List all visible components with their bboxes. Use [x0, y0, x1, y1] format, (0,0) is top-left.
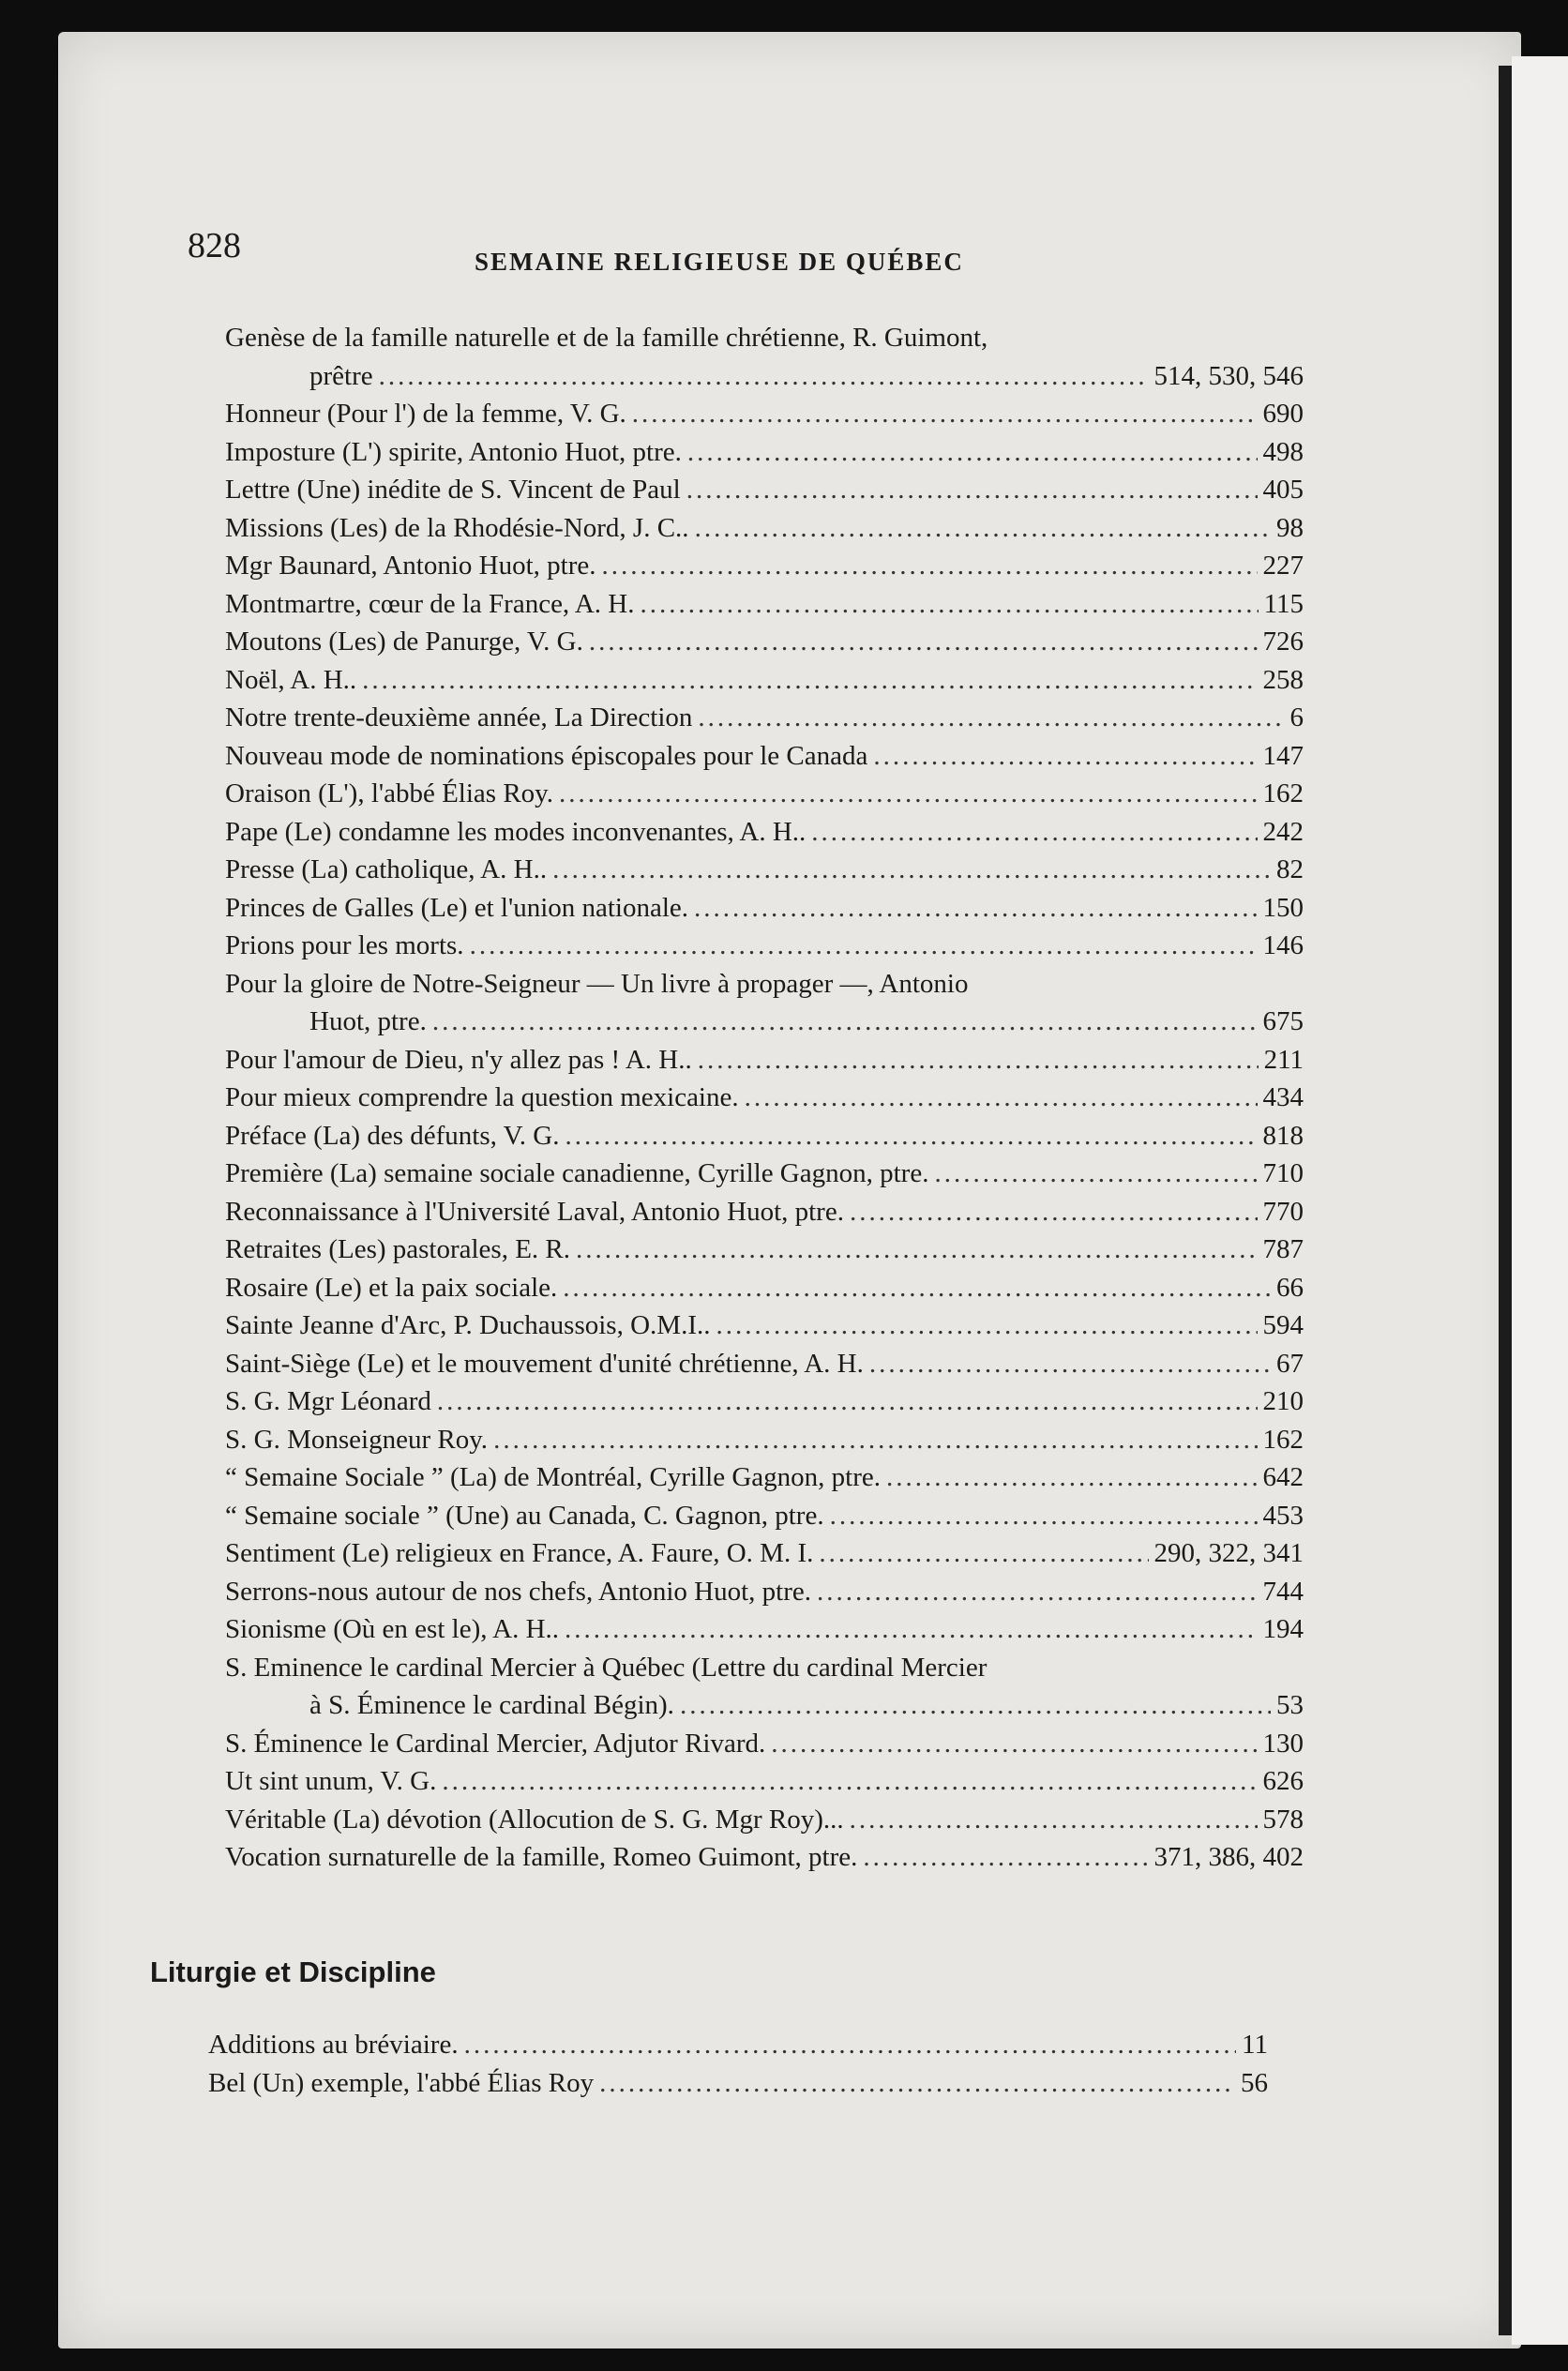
entry-title: Honneur (Pour l') de la femme, V. G.: [225, 399, 626, 429]
entry-title: Reconnaissance à l'Université Laval, Antonio Huot, ptre.: [225, 1196, 844, 1227]
entry-title: “ Semaine sociale ” (Une) au Canada, C. Gagnon, ptre.: [225, 1500, 824, 1531]
entry-title: Mgr Baunard, Antonio Huot, ptre.: [225, 551, 596, 581]
entry-pages: 371, 386, 402: [1153, 1842, 1304, 1872]
index-entry: [225, 1801, 1304, 1839]
leader-dots: [565, 1610, 1257, 1649]
entry-title: Sainte Jeanne d'Arc, P. Duchaussois, O.M.I..: [225, 1310, 711, 1340]
entry-title: Imposture (L') spirite, Antonio Huot, ptre.: [225, 436, 682, 467]
leader-dots: [745, 1079, 1258, 1117]
entry-pages: 290, 322, 341: [1153, 1538, 1304, 1568]
entry-title: Missions (Les) de la Rhodésie-Nord, J. C..: [225, 512, 689, 543]
leader-dots: [811, 813, 1257, 852]
leader-dots: [819, 1534, 1148, 1573]
facing-page-edge: [1512, 56, 1568, 2345]
index-entry: [225, 813, 1304, 852]
entry-pages: 130: [1262, 1728, 1304, 1759]
leader-dots: [362, 661, 1257, 700]
entry-pages: 258: [1262, 664, 1304, 695]
entry-pages: 744: [1262, 1576, 1304, 1607]
entry-title: Vocation surnaturelle de la famille, Romeo Guimont, ptre.: [225, 1842, 858, 1872]
entry-pages: 146: [1262, 930, 1304, 960]
leader-dots: [552, 851, 1271, 889]
leader-dots: [771, 1725, 1257, 1763]
leader-dots: [850, 1801, 1258, 1839]
entry-pages: 82: [1276, 854, 1304, 884]
index-entries: [225, 319, 1304, 1877]
entry-title: Montmartre, cœur de la France, A. H.: [225, 588, 635, 619]
entry-pages: 434: [1262, 1082, 1304, 1112]
entry-title: S. G. Mgr Léonard: [225, 1386, 431, 1416]
entry-title: Sionisme (Où en est le), A. H..: [225, 1614, 560, 1644]
index-entry: [225, 433, 1304, 472]
leader-dots: [559, 775, 1257, 813]
entry-pages: 405: [1262, 475, 1304, 505]
page-number: 828: [188, 226, 241, 265]
leader-dots: [698, 699, 1284, 737]
entry-title: Additions au bréviaire.: [208, 2030, 459, 2060]
entry-pages: 578: [1262, 1804, 1304, 1835]
entry-title: S. G. Monseigneur Roy.: [225, 1424, 489, 1455]
leader-dots: [379, 357, 1149, 396]
index-entry: [225, 623, 1304, 661]
entry-pages: 787: [1262, 1234, 1304, 1264]
index-entry: [225, 1306, 1304, 1345]
entry-pages: 770: [1262, 1196, 1304, 1227]
leader-dots: [694, 889, 1257, 928]
entry-title: S. Éminence le Cardinal Mercier, Adjutor Rivard.: [225, 1728, 766, 1759]
index-entry: [225, 1079, 1304, 1117]
leader-dots: [698, 1041, 1259, 1080]
entry-title: Oraison (L'), l'abbé Élias Roy.: [225, 778, 554, 808]
entry-first-line: S. Eminence le cardinal Mercier à Québec (Lettre du cardinal Mercier: [225, 1652, 988, 1683]
index-entry: [225, 737, 1304, 776]
index-entry: [208, 2064, 1268, 2103]
index-entry: [225, 851, 1304, 889]
index-entry: [208, 2026, 1268, 2064]
leader-dots: [432, 1003, 1258, 1041]
entry-pages: 67: [1276, 1348, 1304, 1379]
entry-title: Ut sint unum, V. G.: [225, 1766, 437, 1796]
leader-dots: [869, 1345, 1271, 1383]
leader-dots: [863, 1838, 1148, 1877]
entry-pages: 710: [1262, 1158, 1304, 1188]
index-entry: [225, 1382, 1304, 1421]
entry-title: Véritable (La) dévotion (Allocution de S. G. Mgr Roy)...: [225, 1804, 844, 1835]
index-entry: [225, 927, 1304, 965]
entry-title: Prions pour les morts.: [225, 930, 464, 960]
entry-pages: 147: [1262, 740, 1304, 771]
leader-dots: [563, 1269, 1271, 1307]
entry-title: Saint-Siège (Le) et le mouvement d'unité chrétienne, A. H.: [225, 1348, 864, 1379]
leader-dots: [686, 471, 1258, 509]
entry-title: Préface (La) des défunts, V. G.: [225, 1120, 560, 1151]
entry-title: à S. Éminence le cardinal Bégin).: [309, 1690, 674, 1720]
entry-pages: 6: [1289, 702, 1304, 732]
index-entry: [225, 1003, 1304, 1041]
entry-title: Pour mieux comprendre la question mexicaine.: [225, 1082, 739, 1112]
index-entry: [225, 1041, 1304, 1080]
index-entry: [225, 357, 1304, 396]
leader-dots: [687, 433, 1258, 472]
entry-title: Pour l'amour de Dieu, n'y allez pas ! A. H..: [225, 1044, 692, 1075]
index-entry: [225, 509, 1304, 548]
index-entry: [225, 1838, 1304, 1877]
index-entry: [225, 1155, 1304, 1193]
leader-dots: [437, 1382, 1258, 1421]
index-entry: [225, 1117, 1304, 1155]
index-entry: [225, 1610, 1304, 1649]
entry-title: Huot, ptre.: [309, 1006, 427, 1036]
index-entry: [225, 547, 1304, 585]
entry-title: Sentiment (Le) religieux en France, A. Faure, O. M. I.: [225, 1538, 814, 1568]
entry-pages: 642: [1262, 1462, 1304, 1492]
entry-pages: 626: [1262, 1766, 1304, 1796]
section-heading: Liturgie et Discipline: [150, 1956, 436, 1988]
book-spine: [1499, 66, 1512, 2335]
leader-dots: [886, 1458, 1258, 1497]
entry-title: Moutons (Les) de Panurge, V. G.: [225, 627, 583, 657]
leader-dots: [680, 1686, 1271, 1725]
leader-dots: [640, 585, 1258, 624]
entry-pages: 690: [1262, 399, 1304, 429]
entry-pages: 11: [1242, 2030, 1268, 2060]
entry-title: Serrons-nous autour de nos chefs, Antonio Huot, ptre.: [225, 1576, 812, 1607]
entry-title: Rosaire (Le) et la paix sociale.: [225, 1272, 558, 1303]
entry-pages: 53: [1276, 1690, 1304, 1720]
entry-pages: 150: [1262, 892, 1304, 923]
index-entry: [225, 1345, 1304, 1383]
index-entry: [225, 1269, 1304, 1307]
index-entry: [225, 1573, 1304, 1611]
leader-dots: [470, 927, 1258, 965]
entry-title: Lettre (Une) inédite de S. Vincent de Paul: [225, 475, 681, 505]
entry-title: Bel (Un) exemple, l'abbé Élias Roy: [208, 2067, 595, 2098]
leader-dots: [873, 737, 1257, 776]
entry-pages: 242: [1262, 816, 1304, 847]
leader-dots: [589, 623, 1258, 661]
index-entry: [225, 1725, 1304, 1763]
entry-title: Retraites (Les) pastorales, E. R.: [225, 1234, 571, 1264]
entry-pages: 115: [1263, 588, 1304, 619]
entry-title: Notre trente-deuxième année, La Direction: [225, 702, 693, 732]
entry-first-line: Genèse de la famille naturelle et de la famille chrétienne, R. Guimont,: [225, 323, 988, 353]
entry-pages: 498: [1262, 436, 1304, 467]
leader-dots: [576, 1231, 1257, 1269]
entry-title: Princes de Galles (Le) et l'union nationale.: [225, 892, 689, 923]
entry-title: Pape (Le) condamne les modes inconvenantes, A. H..: [225, 816, 807, 847]
index-entry: [225, 585, 1304, 624]
entry-title: Presse (La) catholique, A. H..: [225, 854, 548, 884]
index-entry: [225, 471, 1304, 509]
leader-dots: [934, 1155, 1257, 1193]
entry-pages: 818: [1262, 1120, 1304, 1151]
index-entry: [225, 1686, 1304, 1725]
leader-dots: [442, 1762, 1257, 1801]
entry-pages: 162: [1262, 1424, 1304, 1455]
entry-title: “ Semaine Sociale ” (La) de Montréal, Cyrille Gagnon, ptre.: [225, 1462, 881, 1492]
running-head: SEMAINE RELIGIEUSE DE QUÉBEC: [475, 248, 964, 276]
leader-dots: [601, 547, 1257, 585]
section-entries: [208, 2026, 1268, 2102]
entry-pages: 210: [1262, 1386, 1304, 1416]
entry-pages: 211: [1263, 1044, 1304, 1075]
index-entry: [225, 699, 1304, 737]
index-entry: [225, 1421, 1304, 1459]
entry-title: Première (La) semaine sociale canadienne, Cyrille Gagnon, ptre.: [225, 1158, 929, 1188]
entry-title: Nouveau mode de nominations épiscopales pour le Canada: [225, 740, 868, 771]
entry-pages: 162: [1262, 778, 1304, 808]
index-entry: [225, 1193, 1304, 1231]
leader-dots: [493, 1421, 1257, 1459]
index-entry: [225, 395, 1304, 433]
leader-dots: [599, 2064, 1235, 2103]
entry-pages: 594: [1262, 1310, 1304, 1340]
entry-pages: 56: [1241, 2067, 1268, 2098]
leader-dots: [716, 1306, 1257, 1345]
entry-title: Noël, A. H..: [225, 664, 357, 695]
entry-pages: 66: [1276, 1272, 1304, 1303]
leader-dots: [695, 509, 1271, 548]
entry-pages: 726: [1262, 627, 1304, 657]
entry-pages: 514, 530, 546: [1153, 360, 1304, 391]
index-entry: [225, 1497, 1304, 1535]
index-entry: [225, 889, 1304, 928]
index-entry: [225, 775, 1304, 813]
leader-dots: [565, 1117, 1257, 1155]
entry-title: prêtre: [309, 360, 373, 391]
entry-first-line: Pour la gloire de Notre-Seigneur — Un livre à propager —, Antonio: [225, 968, 969, 999]
index-entry: [225, 1458, 1304, 1497]
entry-pages: 98: [1276, 512, 1304, 543]
entry-pages: 227: [1262, 551, 1304, 581]
index-entry: [225, 1231, 1304, 1269]
entry-pages: 194: [1262, 1614, 1304, 1644]
entry-pages: 675: [1262, 1006, 1304, 1036]
index-entry: [225, 661, 1304, 700]
leader-dots: [850, 1193, 1258, 1231]
leader-dots: [632, 395, 1258, 433]
entry-pages: 453: [1262, 1500, 1304, 1531]
index-entry: [225, 1534, 1304, 1573]
leader-dots: [830, 1497, 1258, 1535]
leader-dots: [464, 2026, 1236, 2064]
index-entry: [225, 1762, 1304, 1801]
leader-dots: [817, 1573, 1257, 1611]
